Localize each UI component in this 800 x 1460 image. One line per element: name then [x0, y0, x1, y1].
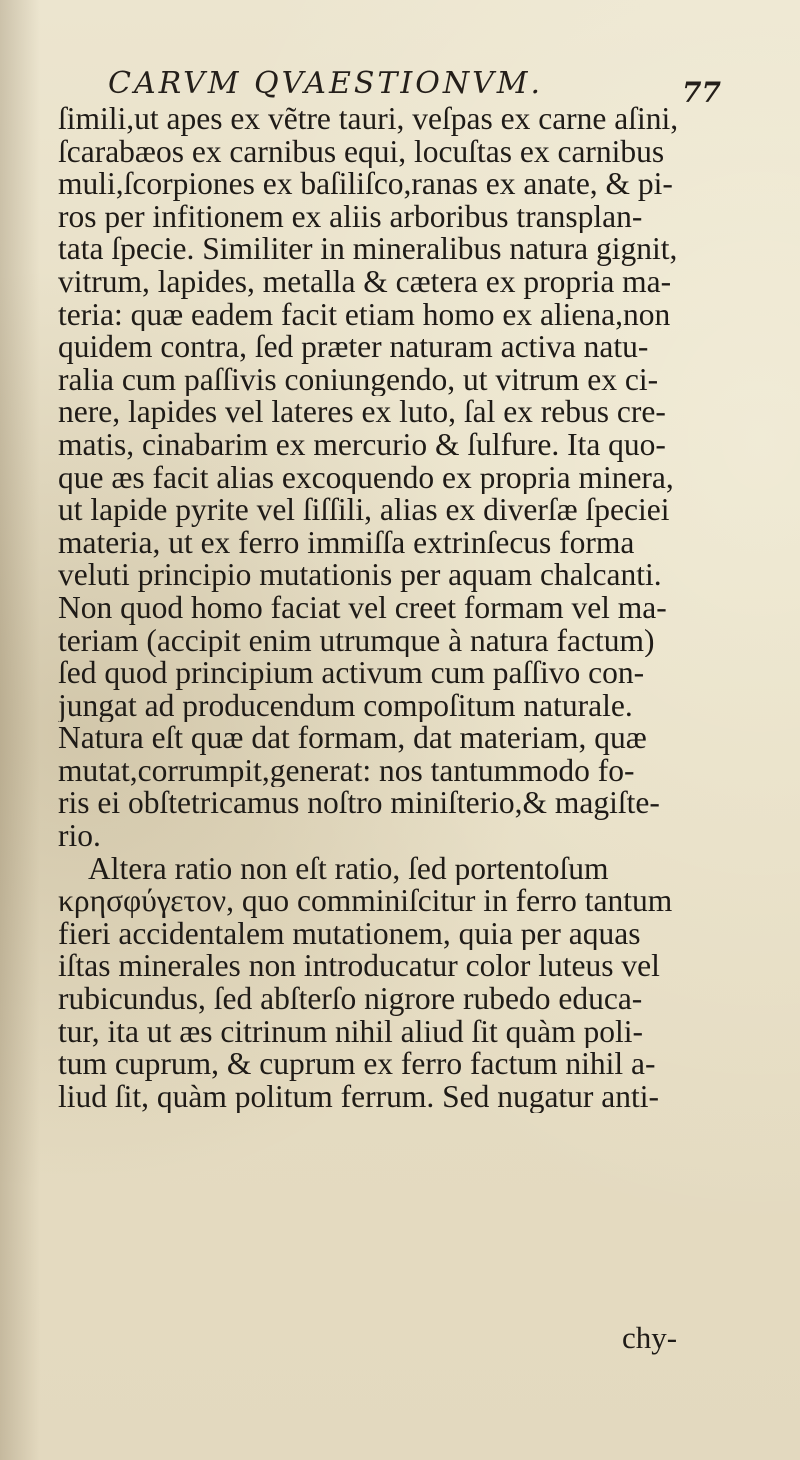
text-line: ros per infitionem ex aliis arboribus transplan-: [58, 200, 643, 234]
text-line: ris ei obſtetricamus noſtro miniſterio,& magiſte-: [58, 787, 660, 821]
text-line: tum cuprum, & cuprum ex ferro factum nihil a-: [58, 1048, 656, 1081]
text-line: que æs facit alias excoquendo ex propria minera,: [58, 461, 674, 495]
page-fold-shadow: [0, 0, 40, 1460]
text-line: nere, lapides vel lateres ex luto, ſal ex rebus cre-: [58, 396, 666, 429]
text-line: matis, cinabarim ex mercurio & ſulfure. Ita quo-: [58, 428, 666, 462]
text-line: κρησφύγετον, quo comminiſcitur in ferro tantum: [58, 885, 673, 918]
catchword: chy-: [622, 1320, 678, 1355]
text-line: ut lapide pyrite vel ſiſſili, alias ex diverſæ ſpeciei: [58, 494, 670, 527]
text-line: liud ſit, quàm politum ferrum. Sed nugatur anti-: [58, 1080, 660, 1114]
text-line: ſimili,ut apes ex vẽtre tauri, veſpas ex carne aſini,: [58, 103, 679, 136]
text-line: vitrum, lapides, metalla & cætera ex propria ma-: [58, 265, 672, 299]
text-line: teria: quæ eadem facit etiam homo ex aliena,non: [58, 298, 671, 332]
text-line: rubicundus, ſed abſterſo nigrore rubedo educa-: [58, 983, 643, 1016]
text-line: tata ſpecie. Similiter in mineralibus natura gignit,: [58, 233, 678, 266]
text-line: veluti principio mutationis per aquam chalcanti.: [58, 559, 662, 592]
text-line: jungat ad producendum compoſitum naturale.: [58, 689, 633, 723]
text-line: mutat,corrumpit,generat: nos tantummodo fo-: [58, 754, 635, 788]
text-line: muli,ſcorpiones ex baſiliſco,ranas ex anate, & pi-: [58, 168, 673, 201]
text-line: quidem contra, ſed præter naturam activa natu-: [58, 331, 649, 364]
text-line: materia, ut ex ferro immiſſa extrinſecus forma: [58, 526, 635, 560]
text-line: ſed quod principium activum cum paſſivo con-: [58, 657, 645, 690]
text-line: Natura eſt quæ dat formam, dat materiam, quæ: [58, 722, 647, 755]
text-line: iſtas minerales non introducatur color luteus vel: [58, 950, 660, 984]
text-line: fieri accidentalem mutationem, quia per aquas: [58, 917, 641, 951]
running-title: CARVM QVAESTIONVM.: [108, 66, 544, 101]
paragraph-start-line: Altera ratio non eſt ratio, ſed portentoſum: [88, 852, 609, 886]
text-line: ſcarabæos ex carnibus equi, locuſtas ex carnibus: [58, 135, 665, 169]
text-line: tur, ita ut æs citrinum nihil aliud ſit quàm poli-: [58, 1015, 643, 1049]
text-line: rio.: [58, 820, 101, 853]
page-number: 77: [682, 76, 721, 109]
text-line: teriam (accipit enim utrumque à natura factum): [58, 624, 655, 658]
text-line: Non quod homo faciat vel creet formam vel ma-: [58, 591, 667, 625]
body-text: [58, 103, 718, 1113]
text-line: ralia cum paſſivis coniungendo, ut vitrum ex ci-: [58, 363, 659, 397]
